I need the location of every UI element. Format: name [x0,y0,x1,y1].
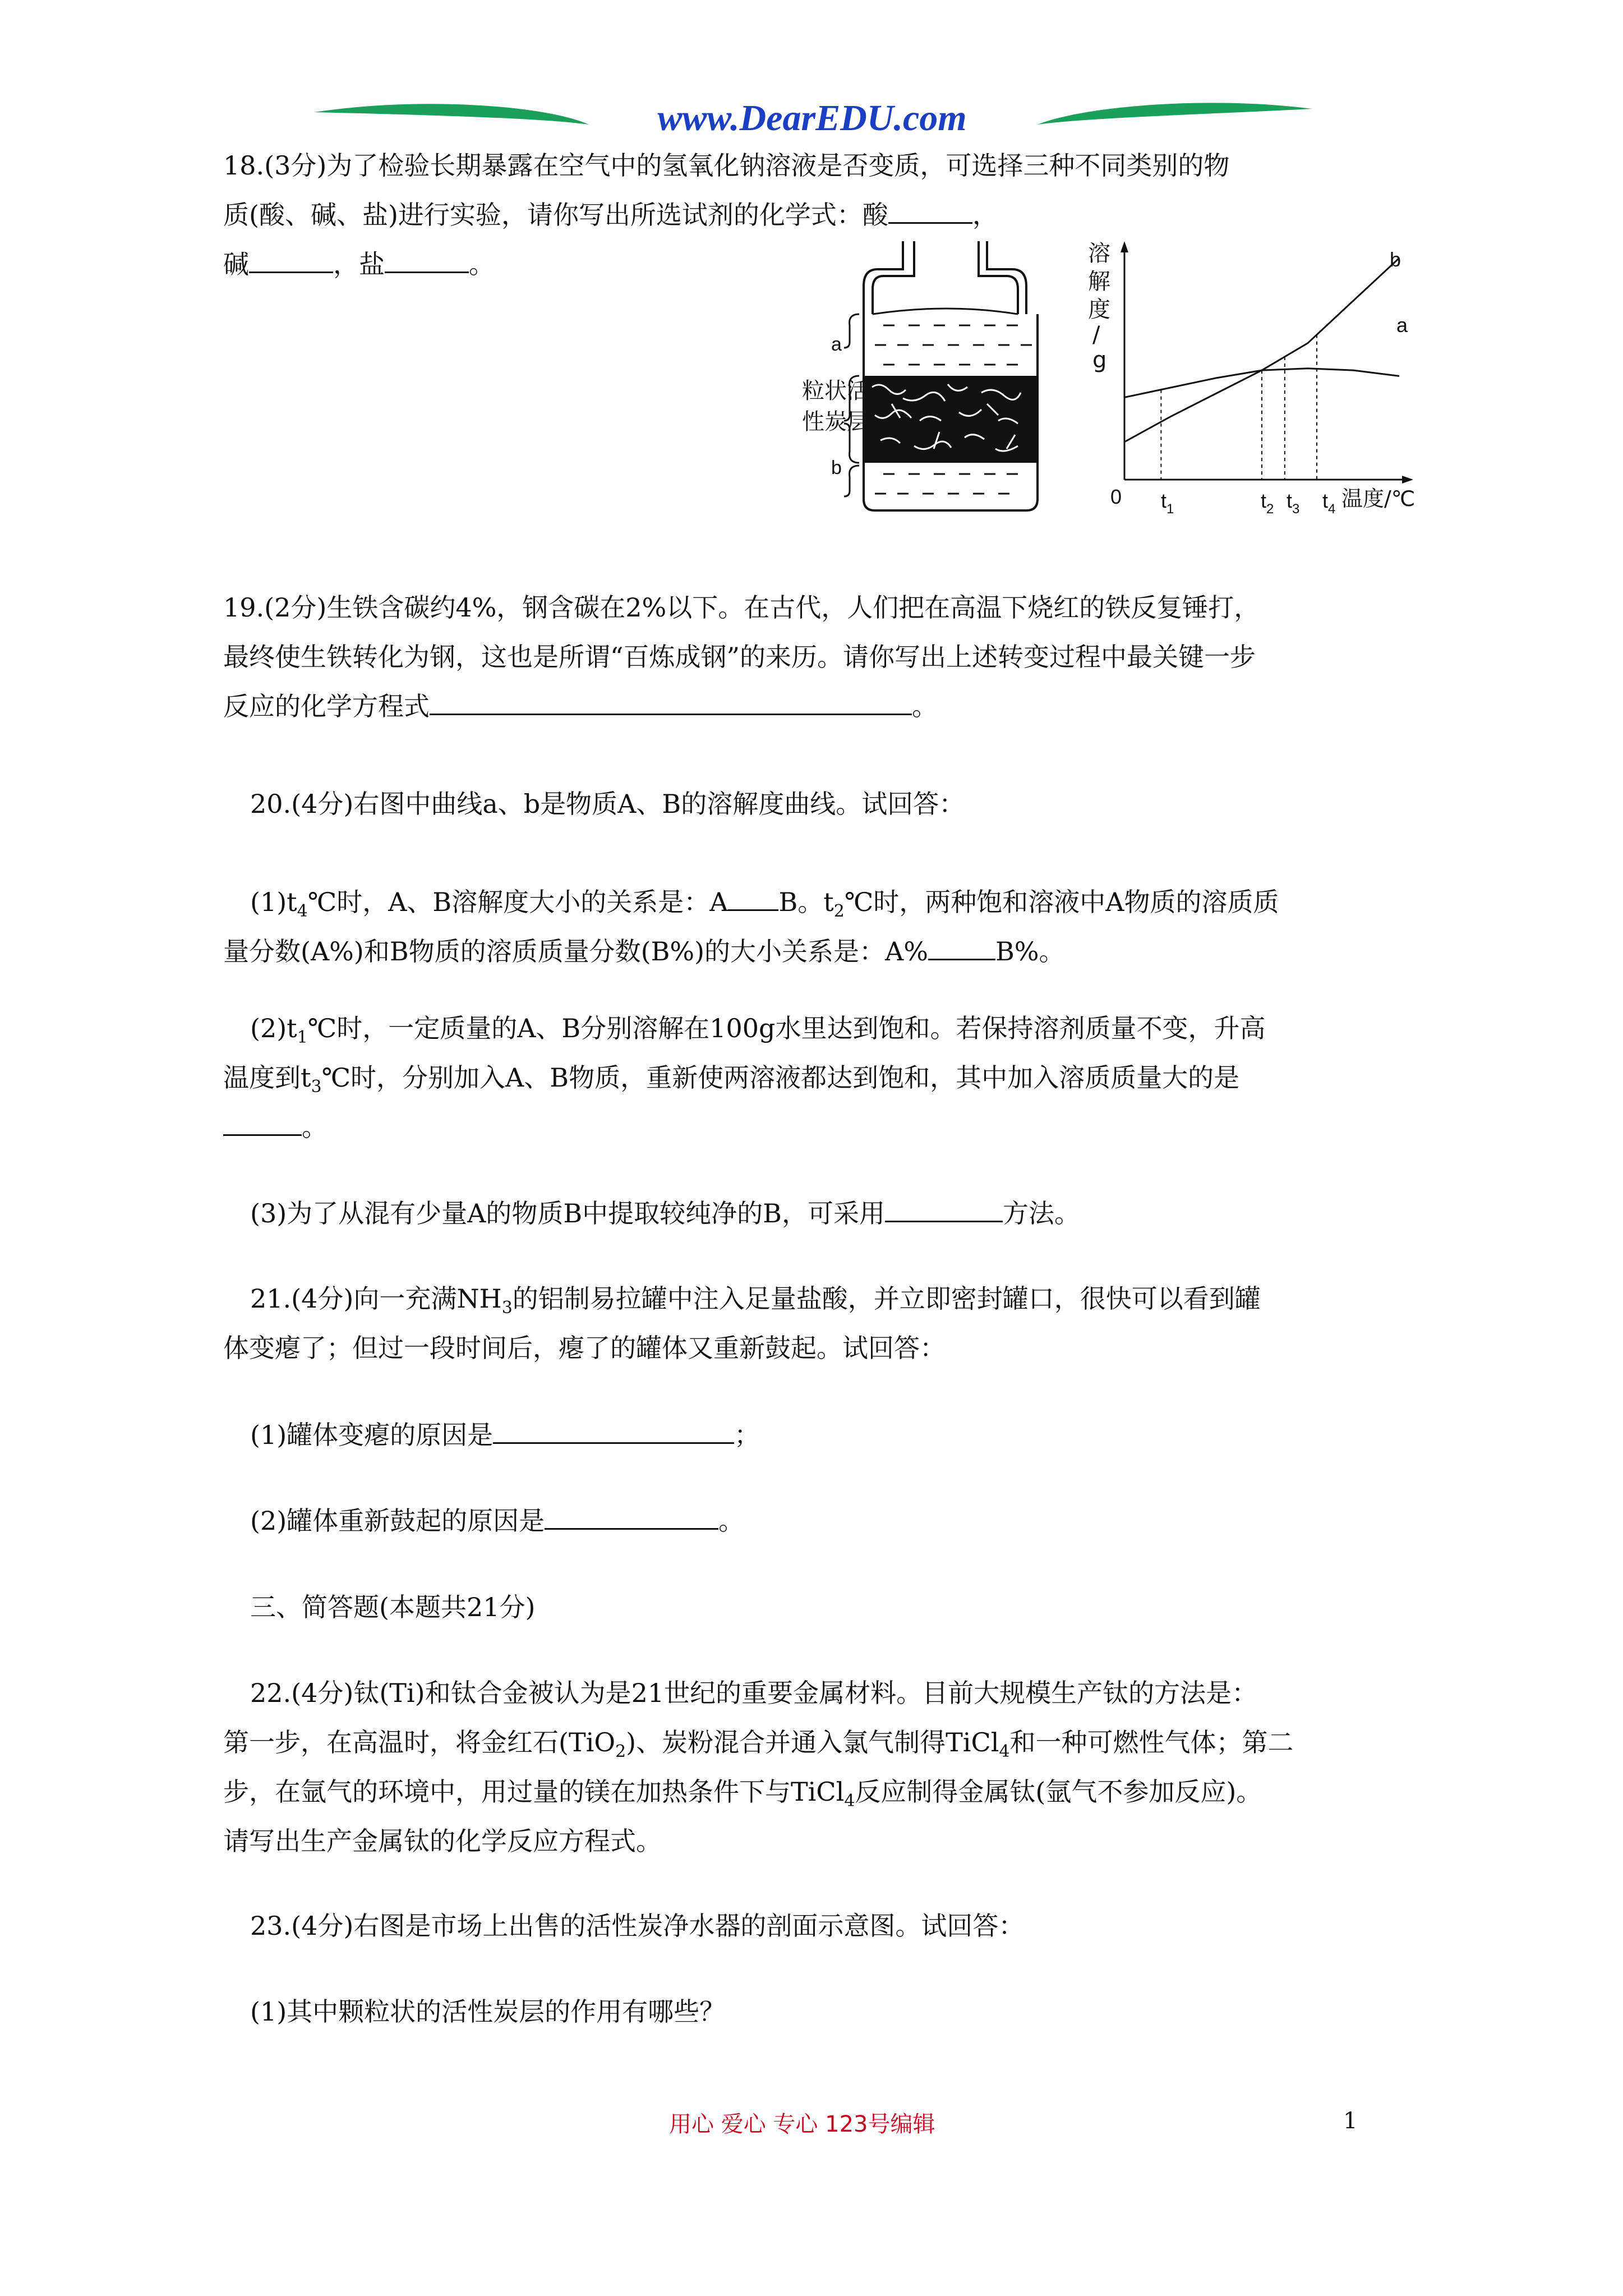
q21-p1-blank[interactable] [493,1420,734,1444]
tick-t3: $t_3$ [1287,489,1300,517]
curve-b-label: b [1390,248,1401,271]
q20-p2-line2: 温度到$t_3℃$时，分别加入A、B物质，重新使两溶液都达到饱和，其中加入溶质质量大的是 [223,1062,1240,1097]
q18-acid-blank[interactable] [888,200,972,224]
svg-text:解: 解 [1088,269,1110,295]
tick-t1: $t_1$ [1161,489,1174,517]
purifier-figure [802,236,1122,527]
carbon-layer-label-1: 粒状活 [802,378,869,404]
q18-salt-blank[interactable] [385,249,469,273]
q19-line3: 反应的化学方程式 。 [223,691,938,721]
carbon-layer-label-2: 性炭层 [802,409,869,435]
q20-p1-line1: $(1)t_4℃$时，A、B溶解度大小的关系是：A B。$t_2℃$时，两种饱和溶液中A物质的溶质质 [250,887,1279,922]
q18-line1: 18.(3分)为了检验长期暴露在空气中的氢氧化钠溶液是否变质，可选择三种不同类别的物 [223,150,1230,181]
q20-p2-blank[interactable] [223,1112,302,1136]
right-swoosh [1038,103,1312,125]
svg-text:度: 度 [1088,297,1110,323]
q20-p3: (3)为了从混有少量A的物质B中提取较纯净的B，可采用 方法。 [250,1198,1080,1228]
section3-title: 三、简答题(本题共21分) [250,1592,536,1622]
q22-line3: 步，在氩气的环境中，用过量的镁在加热条件下与TiCl$_4$反应制得金属钛(氩气不参加反应)。 [223,1777,1262,1811]
q19-line2: 最终使生铁转化为钢，这也是所谓“百炼成钢”的来历。请你写出上述转变过程中最关键一步 [223,642,1256,672]
q20-intro: 20.(4分)右图中曲线a、b是物质A、B的溶解度曲线。试回答： [250,789,965,819]
purifier-label-b: b [831,457,842,478]
q21-line1: 21.(4分)向一充满$NH_3$的铝制易拉罐中注入足量盐酸，并立即密封罐口，很快可以看到罐 [250,1283,1261,1318]
q22-line4: 请写出生产金属钛的化学反应方程式。 [223,1826,662,1856]
water-top [875,325,1032,365]
chart-xlabel: 温度/℃ [1341,486,1415,511]
chart-ylabel [1088,241,1110,373]
q20-p2-line1: $(2)t_1℃$时，一定质量的A、B分别溶解在100g水里达到饱和。若保持溶剂质量不变，升高 [250,1013,1266,1048]
q21-line2: 体变瘪了；但过一段时间后，瘪了的罐体又重新鼓起。试回答： [223,1333,946,1363]
q18-line3: 碱 ，盐 。 [223,249,495,279]
header-banner [0,0,1623,146]
svg-text:溶: 溶 [1088,241,1110,266]
svg-text:g: g [1092,347,1107,373]
q20-p2-line3: 。 [223,1103,1423,1151]
curve-a-label: a [1396,314,1408,337]
tick-t4: $t_4$ [1322,489,1336,517]
q22-line1: 22.(4分)钛(Ti)和钛合金被认为是21世纪的重要金属材料。目前大规模生产钛的方法是： [250,1678,1258,1708]
footer-text: 用心 爱心 专心 123号编辑 [669,2111,935,2137]
solubility-chart [1082,236,1475,527]
q19-line1: 19.(2分)生铁含碳约4%，钢含碳在2%以下。在古代，人们把在高温下烧红的铁反复锤打， [223,592,1260,623]
q20-p1-line2: 量分数(A%)和B物质的溶质质量分数(B%)的大小关系是：A% B%。 [223,936,1065,967]
q20-p1-blank1[interactable] [728,887,778,911]
q18-line2: 质(酸、碱、盐)进行实验，请你写出所选试剂的化学式：酸 ， [223,200,998,230]
svg-text:/: / [1092,322,1100,348]
curve-b [1124,258,1399,442]
tick-t2: $t_2$ [1261,489,1274,517]
q20-p1-blank2[interactable] [928,936,995,960]
q22-line2: 第一步，在高温时，将金红石(TiO$_2$)、炭粉混合并通入氯气制得TiCl$_4$和一种可燃性气体；第二 [223,1727,1294,1762]
purifier-label-a: a [831,334,842,355]
chart-curves [1124,258,1399,442]
header-site-link: www.DearEDU.com [657,98,967,139]
page-number: 1 [1343,2108,1358,2134]
q21-p1: (1)罐体变瘪的原因是 ； [250,1420,760,1450]
q21-p2: (2)罐体重新鼓起的原因是 。 [250,1506,745,1536]
q20-p3-blank[interactable] [885,1198,1003,1222]
q23-p1: (1)其中颗粒状的活性炭层的作用有哪些？ [250,1996,726,2027]
chart-guides [1161,335,1317,480]
q23-line1: 23.(4分)右图是市场上出售的活性炭净水器的剖面示意图。试回答： [250,1911,1025,1941]
water-bottom [875,474,1018,494]
q18-base-blank[interactable] [249,249,333,273]
q19-equation-blank[interactable] [430,691,912,715]
chart-origin: 0 [1110,485,1122,508]
q21-p2-blank[interactable] [545,1506,718,1530]
left-swoosh [314,104,589,125]
